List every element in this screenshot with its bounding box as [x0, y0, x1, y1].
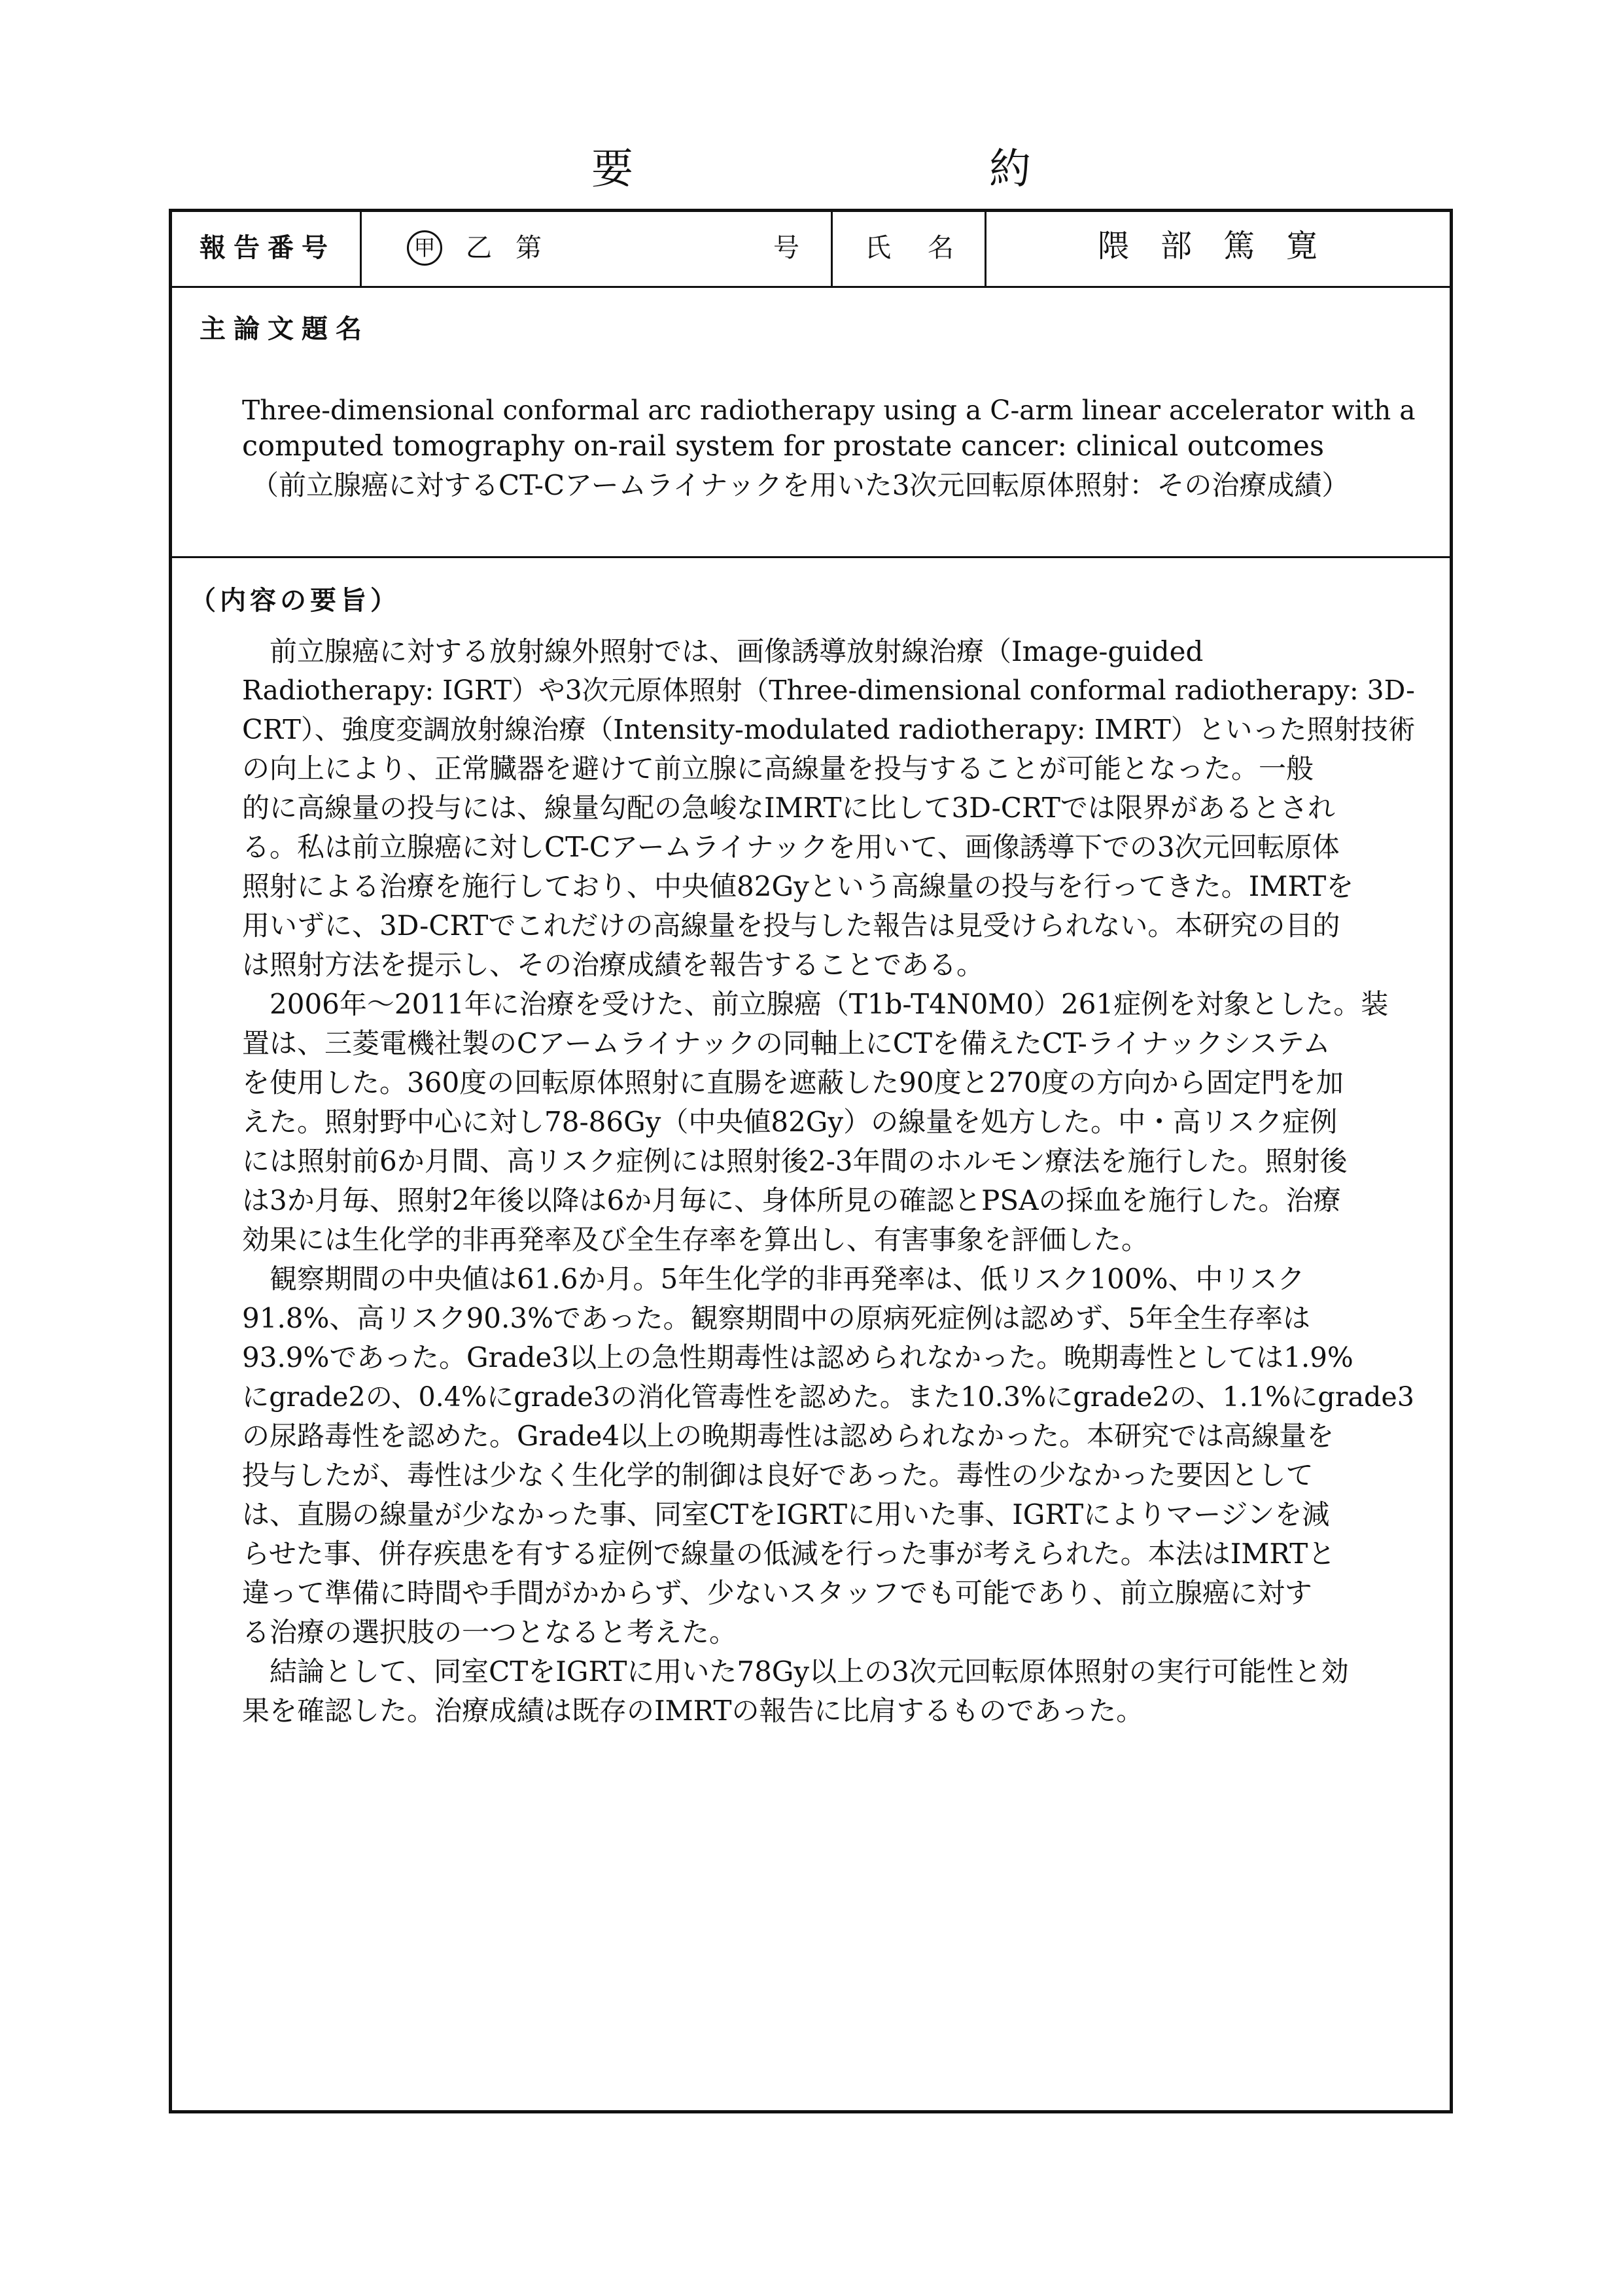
title-char-left: 要	[591, 145, 633, 194]
summary-line-3: CRT）、強度変調放射線治療（Intensity-modulated radiotherapy: IMRT）といった照射技術	[242, 713, 1416, 745]
author-name: 隈部篤寛	[1098, 228, 1350, 264]
summary-label: （内容の要旨）	[190, 586, 400, 616]
thesis-title-line-2: computed tomography on-rail system for prostate cancer: clinical outcomes	[242, 430, 1325, 463]
summary-line-20: にgrade2の、0.4%にgrade3の消化管毒性を認めた。また10.3%にgrade2の、1.1%にgrade3	[242, 1381, 1414, 1413]
circle-mark: 甲	[407, 230, 442, 266]
summary-line-13: えた。照射野中心に対し78-86Gy（中央値82Gy）の線量を処方した。中・高リスク症例	[242, 1106, 1338, 1138]
summary-line-16: 効果には生化学的非再発率及び全生存率を算出し、有害事象を評価した。	[242, 1224, 1149, 1256]
header-col-divider-2	[831, 209, 833, 287]
summary-line-23: は、直腸の線量が少なかった事、同室CTをIGRTに用いた事、IGRTによりマージンを減	[242, 1498, 1330, 1530]
title-char-right: 約	[989, 145, 1031, 194]
name-label-first: 氏	[865, 233, 891, 263]
summary-line-9: は照射方法を提示し、その治療成績を報告することである。	[242, 949, 985, 981]
summary-line-22: 投与したが、毒性は少なく生化学的制御は良好であった。毒性の少なかった要因として	[242, 1459, 1314, 1491]
thesis-divider	[169, 556, 1453, 558]
summary-line-8: 用いずに、3D-CRTでこれだけの高線量を投与した報告は見受けられない。本研究の目的	[242, 910, 1340, 942]
summary-line-28: 果を確認した。治療成績は既存のIMRTの報告に比肩するものであった。	[242, 1695, 1144, 1727]
summary-line-2: Radiotherapy: IGRT）や3次元原体照射（Three-dimensional conformal radiotherapy: 3D-	[242, 675, 1415, 706]
summary-line-5: 的に高線量の投与には、線量勾配の急峻なIMRTに比して3D-CRTでは限界があるとされ	[242, 792, 1335, 824]
summary-line-1: 前立腺癌に対する放射線外照射では、画像誘導放射線治療（Image-guided	[242, 635, 1204, 667]
summary-line-21: の尿路毒性を認めた。Grade4以上の晩期毒性は認められなかった。本研究では高線量を	[242, 1420, 1335, 1452]
summary-line-17: 観察期間の中央値は61.6か月。5年生化学的非再発率は、低リスク100%、中リスク	[242, 1263, 1305, 1295]
go-label: 号	[773, 233, 799, 263]
header-col-divider-3	[985, 209, 986, 287]
summary-line-7: 照射による治療を施行しており、中央値82Gyという高線量の投与を行ってきた。IMRTを	[242, 870, 1354, 902]
summary-line-18: 91.8%、高リスク90.3%であった。観察期間中の原病死症例は認めず、5年全生存率は	[242, 1302, 1310, 1334]
summary-line-6: る。私は前立腺癌に対しCT-Cアームライナックを用いて、画像誘導下での3次元回転原体	[242, 831, 1340, 863]
summary-line-12: を使用した。360度の回転原体照射に直腸を遮蔽した90度と270度の方向から固定門を加	[242, 1067, 1344, 1099]
summary-line-26: る治療の選択肢の一つとなると考えた。	[242, 1616, 737, 1648]
report-number-label: 報告番号	[200, 233, 336, 263]
summary-line-25: 違って準備に時間や手間がかからず、少ないスタッフでも可能であり、前立腺癌に対す	[242, 1577, 1312, 1609]
thesis-title-label: 主論文題名	[200, 314, 370, 344]
name-label-second: 名	[928, 233, 954, 263]
summary-line-10: 2006年～2011年に治療を受けた、前立腺癌（T1b-T4N0M0）261症例を対象とした。装	[242, 988, 1389, 1020]
summary-line-19: 93.9%であった。Grade3以上の急性期毒性は認められなかった。晩期毒性としては1.9%	[242, 1341, 1353, 1373]
page-title	[0, 140, 1623, 199]
summary-line-27: 結論として、同室CTをIGRTに用いた78Gy以上の3次元回転原体照射の実行可能性と効	[242, 1655, 1349, 1687]
summary-line-11: 置は、三菱電機社製のCアームライナックの同軸上にCTを備えたCT-ライナックシステム	[242, 1027, 1331, 1059]
thesis-title-line-3: （前立腺癌に対するCT-Cアームライナックを用いた3次元回転原体照射：その治療成績）	[251, 469, 1350, 501]
thesis-title-line-1: Three-dimensional conformal arc radiotherapy using a C-arm linear accelerator with a	[242, 395, 1416, 426]
dai-label: 第	[515, 233, 542, 263]
summary-line-14: には照射前6か月間、高リスク症例には照射後2-3年間のホルモン療法を施行した。照射後	[242, 1145, 1348, 1177]
otsu-label: 乙	[466, 233, 492, 263]
summary-line-24: らせた事、併存疾患を有する症例で線量の低減を行った事が考えられた。本法はIMRTと	[242, 1538, 1336, 1570]
summary-line-15: は3か月毎、照射2年後以降は6か月毎に、身体所見の確認とPSAの採血を施行した。治療	[242, 1184, 1341, 1216]
summary-line-4: の向上により、正常臓器を避けて前立腺に高線量を投与することが可能となった。一般	[242, 752, 1314, 785]
header-col-divider-1	[360, 209, 362, 287]
